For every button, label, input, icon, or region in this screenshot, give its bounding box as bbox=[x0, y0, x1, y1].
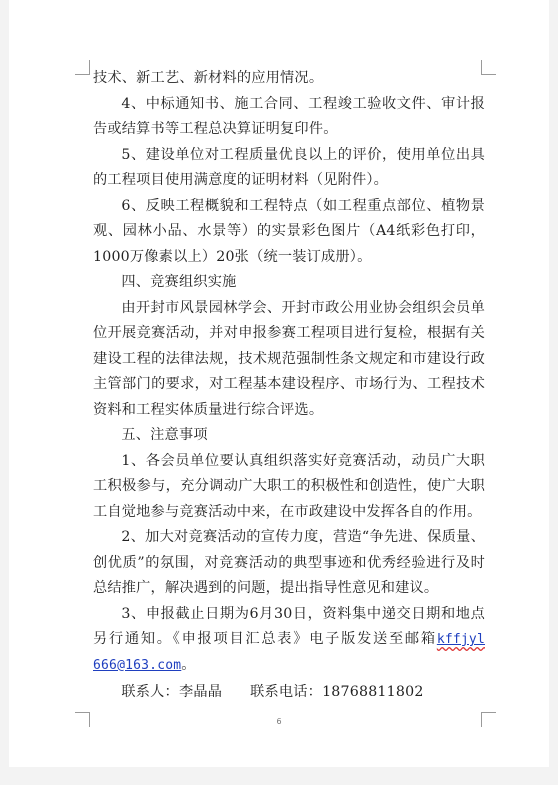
paragraph-note-3 bbox=[93, 602, 485, 679]
contact-line bbox=[93, 680, 485, 706]
paragraph-organization: 由开封市风景园林学会、开封市政公用业协会组织会员单位开展竞赛活动，并对申报参赛工程项目进行复检，根据有关建设工程的法律法规，技术规范强制性条文规定和市建设行政主管部门的要求，对工程基本建设程序、市场行为、工程技术资料和工程实体质量进行综合评选。 bbox=[93, 299, 485, 418]
section-heading-5: 五、注意事项 bbox=[121, 427, 208, 443]
section-heading-4: 四、竞赛组织实施 bbox=[121, 274, 237, 290]
paragraph-materials: 技术、新工艺、新材料的应用情况。 bbox=[93, 70, 324, 86]
contact-phone-label: 联系电话： bbox=[250, 684, 323, 700]
paragraph-item-5: 5、建设单位对工程质量优良以上的评价，使用单位出具的工程项目使用满意度的证明材料（见附件）。 bbox=[93, 146, 485, 188]
note-3-end: 。 bbox=[181, 656, 196, 673]
note-3-text: 3、申报截止日期为6月30日，资料集中递交日期和地点另行通知。《申报项目汇总表》电子版发送至邮箱 bbox=[93, 605, 485, 647]
paragraph-note-2: 2、加大对竞赛活动的宣传力度，营造“争先进、保质量、创优质”的氛围，对竞赛活动的典型事迹和优秀经验进行及时总结推广，解决遇到的问题，提出指导性意见和建议。 bbox=[93, 529, 485, 596]
paragraph-note-1: 1、各会员单位要认真组织落实好竞赛活动，动员广大职工积极参与，充分调动广大职工的积极性和创造性，使广大职工自觉地参与竞赛活动中来，在市政建设中发挥各自的作用。 bbox=[93, 452, 485, 520]
page-number: 6 bbox=[276, 717, 282, 726]
email-part-1: kffjyl bbox=[436, 632, 485, 647]
document-body bbox=[93, 66, 485, 706]
contact-person-name: 李晶晶 bbox=[178, 684, 223, 700]
document-page bbox=[9, 0, 549, 767]
paragraph-item-6: 6、反映工程概貌和工程特点（如工程重点部位、植物景观、园林小品、水景等）的实景彩色图片（A4纸彩色打印，1000万像素以上）20张（统一装订成册）。 bbox=[93, 197, 485, 265]
paragraph-item-4: 4、中标通知书、施工合同、工程竣工验收文件、审计报告或结算书等工程总决算证明复印件。 bbox=[93, 95, 485, 137]
email-part-2: 666@163.com bbox=[93, 657, 182, 673]
crop-mark-top-left bbox=[75, 60, 90, 75]
contact-phone: 18768811802 bbox=[322, 684, 424, 700]
contact-person-label: 联系人： bbox=[121, 684, 179, 700]
